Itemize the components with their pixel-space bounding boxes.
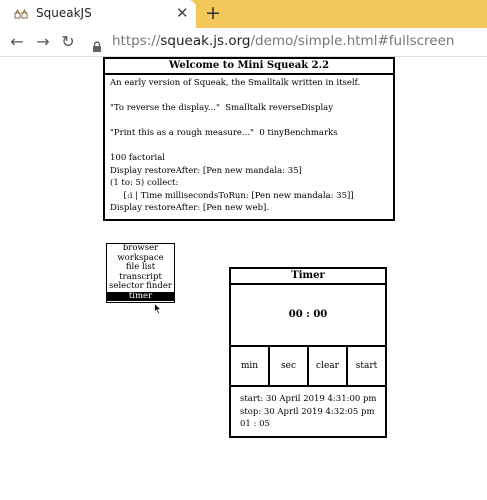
url-host: squeak.js.org (160, 33, 251, 49)
timer-display: 00 : 00 (231, 285, 385, 347)
browser-tab[interactable] (0, 0, 196, 28)
sec-button[interactable]: sec (270, 347, 309, 385)
welcome-title[interactable]: Welcome to Mini Squeak 2.2 (105, 59, 393, 75)
menu-item-selector-finder[interactable]: selector finder (109, 281, 172, 291)
blank-line (110, 115, 388, 128)
timer-log (231, 387, 385, 437)
stop-time: stop: 30 April 2019 4:32:05 pm (240, 406, 375, 417)
welcome-line: "Print this as a rough measure..." 0 tinyBenchmarks (110, 128, 338, 138)
welcome-text[interactable] (105, 75, 393, 217)
reload-icon[interactable]: ↻ (61, 32, 75, 51)
start-button[interactable]: start (355, 361, 378, 371)
min-button[interactable]: min (231, 347, 270, 385)
squeak-favicon-icon (14, 8, 28, 20)
lock-icon[interactable] (92, 37, 102, 48)
world-menu (106, 243, 175, 303)
menu-item-file-list[interactable]: file list (125, 262, 156, 272)
menu-item-timer[interactable]: timer (107, 292, 174, 302)
blank-line (110, 90, 388, 103)
tab-strip (0, 0, 487, 28)
welcome-line: 100 factorial (110, 153, 166, 163)
clear-button[interactable]: clear (309, 347, 348, 385)
forward-arrow-icon[interactable]: → (36, 32, 50, 51)
back-arrow-icon[interactable]: ← (10, 32, 24, 51)
browser-toolbar (0, 28, 487, 57)
new-tab-plus-icon[interactable]: + (205, 2, 221, 24)
welcome-window[interactable] (103, 57, 395, 221)
menu-item-browser[interactable]: browser (122, 243, 159, 253)
close-icon[interactable]: ✕ (176, 4, 189, 22)
menu-item-workspace[interactable]: workspace (117, 252, 164, 263)
blank-line (110, 140, 388, 153)
welcome-line: An early version of Squeak, the Smalltalk written in itself. (110, 78, 361, 88)
start-time: start: 30 April 2019 4:31:00 pm (240, 394, 377, 404)
address-bar[interactable] (112, 33, 454, 49)
url-scheme: https:// (112, 33, 161, 49)
welcome-line: Display restoreAfter: [Pen new mandala: 35] (110, 165, 302, 176)
menu-item-transcript[interactable]: transcript (119, 271, 162, 282)
timer-button-row (231, 347, 385, 387)
mouse-pointer-icon (154, 300, 163, 312)
welcome-line: Display restoreAfter: [Pen new web]. (110, 203, 270, 213)
tab-title: SqueakJS (36, 6, 92, 20)
timer-title[interactable]: Timer (231, 269, 385, 285)
timer-window[interactable] (229, 267, 387, 438)
welcome-line: (1 to: 5) collect: (110, 178, 179, 188)
welcome-line: [:i | Time millisecondsToRun: [Pen new mandala: 35]] (110, 190, 354, 201)
elapsed-time: 01 : 05 (240, 419, 270, 429)
url-path: /demo/simple.html#fullscreen (250, 33, 455, 49)
welcome-line: "To reverse the display..." Smalltalk reverseDisplay (110, 103, 334, 113)
